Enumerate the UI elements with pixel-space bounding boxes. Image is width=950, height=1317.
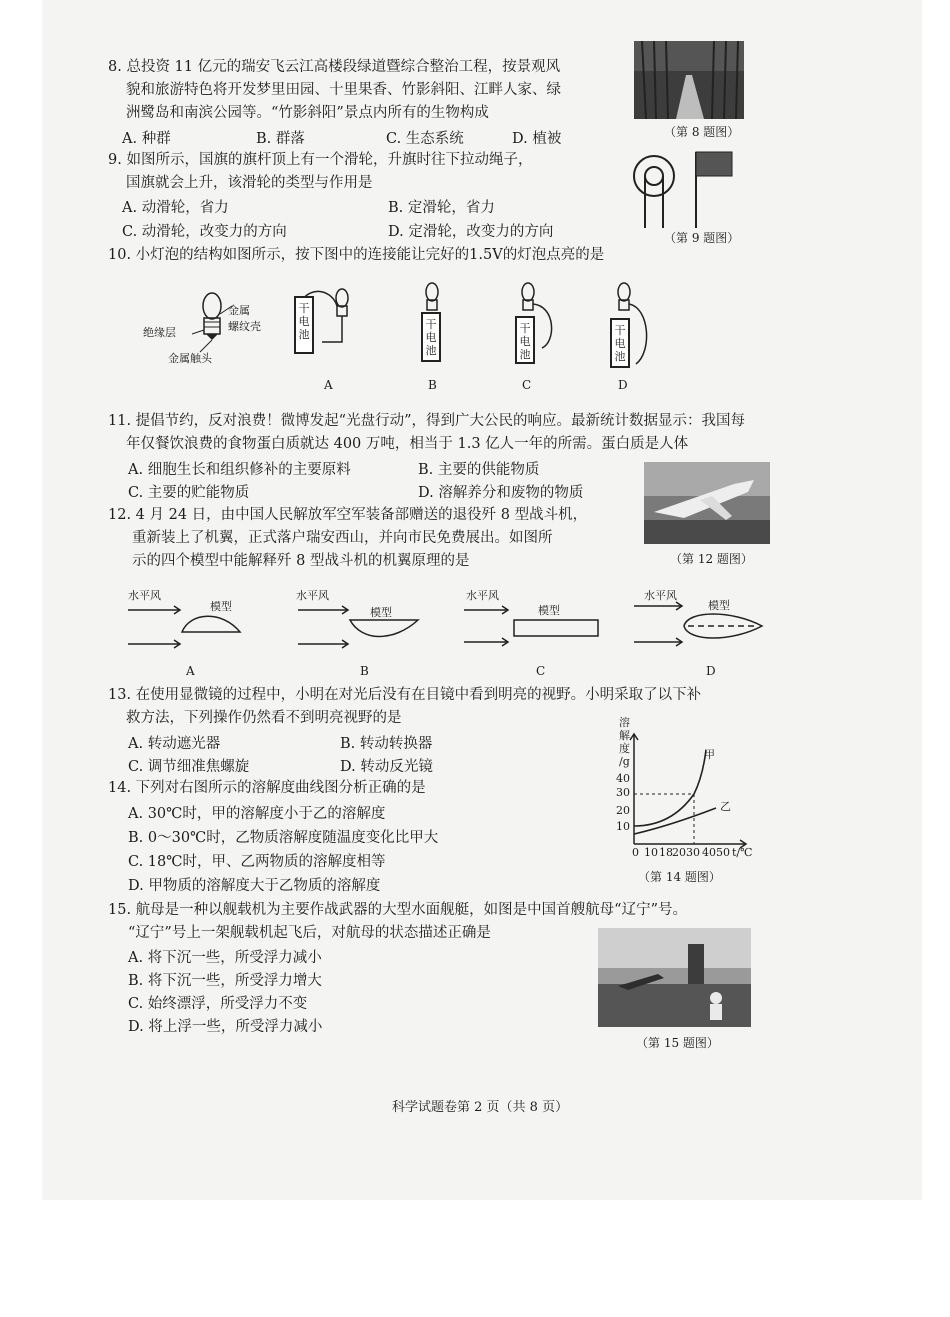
ylabel-char: 解 bbox=[619, 729, 630, 742]
q14-line1: 14. 下列对右图所示的溶解度曲线图分析正确的是 bbox=[108, 780, 426, 796]
q12-line2: 重新装上了机翼，正式落户瑞安西山，并向市民免费展出。如图所 bbox=[132, 530, 553, 546]
q12-choice-a: A bbox=[186, 664, 195, 678]
q10-line1: 10. 小灯泡的结构如图所示，按下图中的连接能让完好的1.5V的灯泡点亮的是 bbox=[108, 247, 605, 263]
q12-choice-b: B bbox=[360, 664, 369, 678]
q10-label-thread: 螺纹壳 bbox=[228, 320, 261, 333]
q8-bamboo-photo bbox=[634, 41, 744, 119]
q15-carrier-photo bbox=[598, 928, 751, 1027]
q14-xtick-10: 10 bbox=[644, 846, 658, 859]
q12-wind-label-a: 水平风 bbox=[128, 589, 161, 602]
q12-line3: 示的四个模型中能解释歼 8 型战斗机的机翼原理的是 bbox=[132, 553, 470, 569]
ylabel-char: /g bbox=[619, 755, 630, 768]
q14-xtick-50: 50 bbox=[716, 846, 730, 859]
q15-option-c: C. 始终漂浮，所受浮力不变 bbox=[128, 996, 308, 1012]
q11-option-b: B. 主要的供能物质 bbox=[418, 462, 540, 478]
battery-char-3: 池 bbox=[519, 348, 531, 361]
page-footer: 科学试题卷第 2 页（共 8 页） bbox=[392, 1100, 569, 1115]
q10-label-metal: 金属 bbox=[228, 304, 250, 317]
q14-series-yi: 乙 bbox=[720, 800, 731, 813]
q14-caption: （第 14 题图） bbox=[638, 870, 721, 884]
battery-char-3: 池 bbox=[298, 328, 310, 341]
q14-ylabel bbox=[619, 716, 630, 768]
q12-choice-c: C bbox=[536, 664, 546, 678]
q10-battery-c bbox=[515, 316, 535, 364]
q12-wind-label-c: 水平风 bbox=[466, 589, 499, 602]
q12-wind-label-d: 水平风 bbox=[644, 589, 677, 602]
battery-char-2: 电 bbox=[298, 315, 310, 328]
q9-pulley-diagram bbox=[630, 142, 740, 228]
q12-choice-d: D bbox=[706, 664, 716, 678]
q14-option-b: B. 0～30℃时，乙物质溶解度随温度变化比甲大 bbox=[128, 830, 439, 846]
q15-option-a: A. 将下沉一些，所受浮力减小 bbox=[128, 950, 322, 966]
battery-char-2: 电 bbox=[519, 335, 531, 348]
ylabel-char: 度 bbox=[619, 742, 630, 755]
q13-option-c: C. 调节细准焦螺旋 bbox=[128, 759, 250, 775]
q14-xtick-0: 0 bbox=[632, 846, 639, 859]
q9-option-c: C. 动滑轮，改变力的方向 bbox=[122, 224, 287, 240]
q11-option-d: D. 溶解养分和废物的物质 bbox=[418, 485, 584, 501]
battery-char-1: 干 bbox=[298, 302, 310, 315]
q12-line1: 12. 4 月 24 日，由中国人民解放军空军装备部赠送的退役歼 8 型战斗机， bbox=[108, 507, 588, 523]
q10-battery-b bbox=[421, 312, 441, 362]
q8-option-b: B. 群落 bbox=[256, 131, 305, 147]
q8-line2: 貌和旅游特色将开发梦里田园、十里果香、竹影斜阳、江畔人家、绿 bbox=[126, 82, 561, 98]
q10-choice-b: B bbox=[428, 378, 437, 392]
battery-char-3: 池 bbox=[425, 344, 437, 357]
q9-option-b: B. 定滑轮，省力 bbox=[388, 200, 495, 216]
q10-label-contact: 金属触头 bbox=[168, 352, 212, 365]
q8-caption: （第 8 题图） bbox=[664, 125, 740, 139]
q12-model-label-c: 模型 bbox=[538, 604, 560, 617]
q10-label-insulation: 绝缘层 bbox=[143, 326, 176, 339]
q9-line1: 9. 如图所示，国旗的旗杆顶上有一个滑轮，升旗时往下拉动绳子， bbox=[108, 152, 533, 168]
q8-option-c: C. 生态系统 bbox=[386, 131, 464, 147]
q14-ytick-20: 20 bbox=[616, 804, 630, 817]
battery-char-2: 电 bbox=[614, 337, 626, 350]
q14-xtick-18: 18 bbox=[659, 846, 673, 859]
q8-option-a: A. 种群 bbox=[122, 131, 171, 147]
q15-line2: “辽宁”号上一架舰载机起飞后，对航母的状态描述正确是 bbox=[128, 925, 491, 941]
battery-char-3: 池 bbox=[614, 350, 626, 363]
q10-choice-c: C bbox=[522, 378, 532, 392]
q10-choice-a: A bbox=[324, 378, 333, 392]
q14-option-d: D. 甲物质的溶解度大于乙物质的溶解度 bbox=[128, 878, 381, 894]
q10-battery-d bbox=[610, 318, 630, 368]
q13-option-a: A. 转动遮光器 bbox=[128, 736, 221, 752]
q15-option-d: D. 将上浮一些，所受浮力减小 bbox=[128, 1019, 323, 1035]
q8-line3: 洲鹭岛和南滨公园等。“竹影斜阳”景点内所有的生物构成 bbox=[126, 105, 489, 121]
q9-line2: 国旗就会上升，该滑轮的类型与作用是 bbox=[126, 175, 373, 191]
q9-caption: （第 9 题图） bbox=[664, 231, 740, 245]
q11-option-a: A. 细胞生长和组织修补的主要原料 bbox=[128, 462, 351, 478]
q14-xtick-30: 30 bbox=[686, 846, 700, 859]
ylabel-char: 溶 bbox=[619, 716, 630, 729]
q9-option-a: A. 动滑轮，省力 bbox=[122, 200, 229, 216]
q14-xlabel: t/℃ bbox=[732, 846, 753, 859]
q14-xtick-20: 20 bbox=[672, 846, 686, 859]
battery-char-1: 干 bbox=[425, 318, 437, 331]
q14-ytick-40: 40 bbox=[616, 772, 630, 785]
q14-option-a: A. 30℃时，甲的溶解度小于乙的溶解度 bbox=[128, 806, 386, 822]
q12-model-label-d: 模型 bbox=[708, 599, 730, 612]
q14-ytick-30: 30 bbox=[616, 786, 630, 799]
q13-option-d: D. 转动反光镜 bbox=[340, 759, 433, 775]
q13-line2: 救方法，下列操作仍然看不到明亮视野的是 bbox=[126, 710, 402, 726]
q12-caption: （第 12 题图） bbox=[670, 552, 753, 566]
q15-option-b: B. 将下沉一些，所受浮力增大 bbox=[128, 973, 322, 989]
q11-line2: 年仅餐饮浪费的食物蛋白质就达 400 万吨，相当于 1.3 亿人一年的所需。蛋白质是人体 bbox=[126, 436, 689, 452]
q9-option-d: D. 定滑轮，改变力的方向 bbox=[388, 224, 554, 240]
q8-line1: 8. 总投资 11 亿元的瑞安飞云江高楼段绿道暨综合整治工程，按景观风 bbox=[108, 59, 561, 75]
q12-jet-photo bbox=[644, 462, 770, 544]
q8-option-d: D. 植被 bbox=[512, 131, 562, 147]
q15-caption: （第 15 题图） bbox=[636, 1036, 719, 1050]
q12-model-label-b: 模型 bbox=[370, 606, 392, 619]
q14-xtick-40: 40 bbox=[702, 846, 716, 859]
q11-option-c: C. 主要的贮能物质 bbox=[128, 485, 250, 501]
q14-series-jia: 甲 bbox=[704, 748, 715, 761]
q10-choice-d: D bbox=[618, 378, 628, 392]
battery-char-1: 干 bbox=[519, 322, 531, 335]
q13-option-b: B. 转动转换器 bbox=[340, 736, 433, 752]
q14-option-c: C. 18℃时，甲、乙两物质的溶解度相等 bbox=[128, 854, 386, 870]
q14-ytick-10: 10 bbox=[616, 820, 630, 833]
q12-model-label-a: 模型 bbox=[210, 600, 232, 613]
q10-battery-a bbox=[294, 296, 314, 354]
q13-line1: 13. 在使用显微镜的过程中，小明在对光后没有在目镜中看到明亮的视野。小明采取了以下补 bbox=[108, 687, 702, 703]
q12-wind-label-b: 水平风 bbox=[296, 589, 329, 602]
q11-line1: 11. 提倡节约，反对浪费！微博发起“光盘行动”，得到广大公民的响应。最新统计数据显示：我国每 bbox=[108, 413, 745, 429]
battery-char-2: 电 bbox=[425, 331, 437, 344]
battery-char-1: 干 bbox=[614, 324, 626, 337]
q15-line1: 15. 航母是一种以舰载机为主要作战武器的大型水面舰艇，如图是中国首艘航母“辽宁”号。 bbox=[108, 902, 687, 918]
